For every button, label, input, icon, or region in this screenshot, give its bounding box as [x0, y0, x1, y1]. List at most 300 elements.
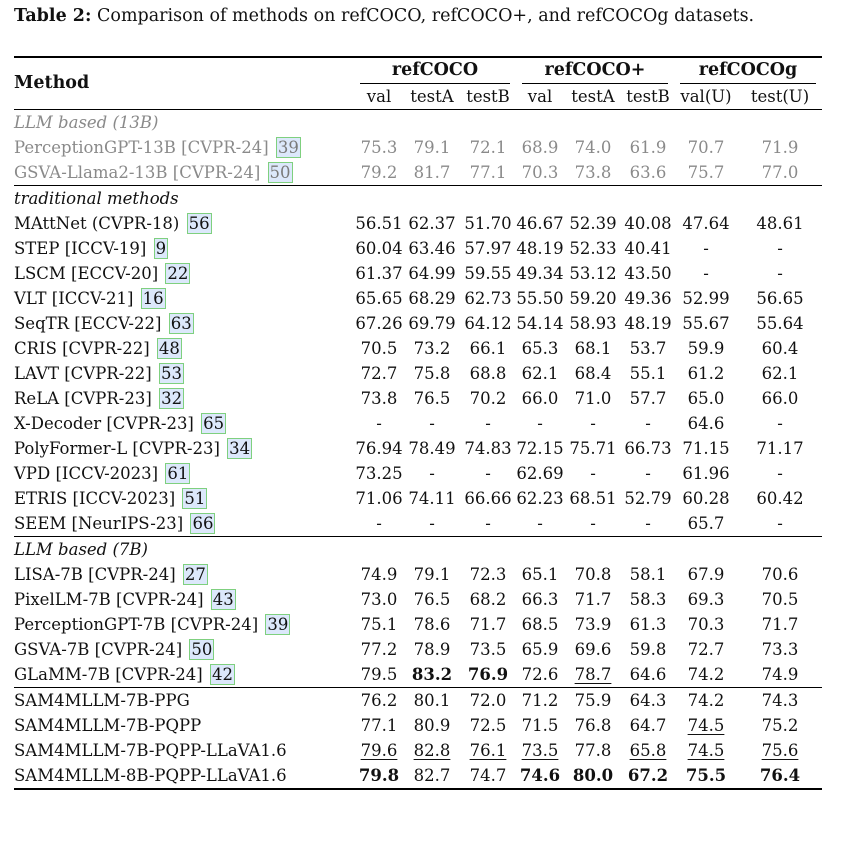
- value-cell: [460, 160, 516, 186]
- method-cell: [14, 562, 354, 587]
- value-text: 76.8: [574, 716, 612, 735]
- value-text: 75.71: [569, 439, 617, 458]
- value-text: 77.8: [574, 741, 612, 760]
- value-cell: [354, 336, 404, 361]
- value-text: 46.67: [516, 214, 564, 233]
- value-text: 75.3: [360, 138, 398, 157]
- value-text: 73.9: [574, 615, 612, 634]
- value-cell: [460, 486, 516, 511]
- citation-link[interactable]: 42: [211, 665, 233, 684]
- value-text: -: [645, 514, 651, 533]
- value-text: 75.5: [685, 766, 727, 785]
- citation-link[interactable]: 48: [158, 339, 180, 358]
- subcol-header: testB: [626, 87, 670, 106]
- value-text: 55.50: [516, 289, 564, 308]
- value-text: 56.65: [756, 289, 804, 308]
- value-cell: [564, 386, 622, 411]
- citation-link[interactable]: 9: [155, 239, 167, 258]
- value-text: 80.0: [572, 766, 614, 785]
- value-cell: [404, 361, 460, 386]
- value-text: 66.1: [469, 339, 507, 358]
- value-cell: [516, 713, 564, 738]
- value-cell: [674, 386, 738, 411]
- value-cell: [354, 160, 404, 186]
- value-cell: [738, 236, 822, 261]
- value-cell: [354, 662, 404, 688]
- value-text: 74.2: [687, 665, 725, 684]
- value-text: 70.3: [687, 615, 725, 634]
- value-text: -: [645, 464, 651, 483]
- value-text: 67.2: [627, 766, 669, 785]
- value-cell: [738, 286, 822, 311]
- value-cell: [564, 486, 622, 511]
- value-text: 61.2: [687, 364, 725, 383]
- method-name: LAVT [CVPR-22]: [14, 364, 152, 383]
- citation-link[interactable]: 27: [184, 565, 206, 584]
- value-text: 71.7: [574, 590, 612, 609]
- citation-link[interactable]: 56: [188, 214, 210, 233]
- value-cell: [460, 763, 516, 789]
- citation-link[interactable]: 66: [192, 514, 214, 533]
- value-text: 55.1: [629, 364, 667, 383]
- value-cell: [564, 211, 622, 236]
- value-cell: [404, 261, 460, 286]
- value-cell: [460, 511, 516, 537]
- value-cell: [516, 211, 564, 236]
- value-cell: [516, 386, 564, 411]
- header-row-groups: [14, 58, 822, 84]
- method-name: SAM4MLLM-7B-PPG: [14, 691, 190, 710]
- value-text: 73.5: [521, 741, 559, 760]
- value-cell: [516, 261, 564, 286]
- value-cell: [564, 160, 622, 186]
- value-text: 62.69: [516, 464, 564, 483]
- value-text: 73.0: [360, 590, 398, 609]
- citation-link[interactable]: 50: [191, 640, 213, 659]
- value-text: 60.42: [756, 489, 804, 508]
- value-cell: [404, 336, 460, 361]
- value-cell: [564, 135, 622, 160]
- value-cell: [674, 461, 738, 486]
- value-text: 78.49: [408, 439, 456, 458]
- method-cell: [14, 713, 354, 738]
- value-text: 60.28: [682, 489, 730, 508]
- value-cell: [564, 688, 622, 713]
- value-cell: [674, 486, 738, 511]
- value-text: 66.3: [521, 590, 559, 609]
- value-text: 72.7: [687, 640, 725, 659]
- method-cell: [14, 612, 354, 637]
- value-text: 73.5: [469, 640, 507, 659]
- value-cell: [516, 236, 564, 261]
- value-cell: [674, 562, 738, 587]
- value-text: 62.1: [521, 364, 559, 383]
- value-text: 62.37: [408, 214, 456, 233]
- value-text: 53.12: [569, 264, 617, 283]
- value-cell: [404, 738, 460, 763]
- value-text: 79.1: [413, 565, 451, 584]
- value-text: 82.7: [413, 766, 451, 785]
- value-text: -: [537, 514, 543, 533]
- value-text: 74.83: [464, 439, 512, 458]
- citation-link[interactable]: 53: [160, 364, 182, 383]
- value-cell: [622, 763, 674, 789]
- value-text: -: [429, 514, 435, 533]
- citation-link[interactable]: 61: [167, 464, 189, 483]
- method-name: GLaMM-7B [CVPR-24]: [14, 665, 203, 684]
- value-text: 65.8: [629, 741, 667, 760]
- value-text: 73.8: [360, 389, 398, 408]
- value-text: 76.1: [469, 741, 507, 760]
- value-text: 77.1: [469, 163, 507, 182]
- value-text: 79.6: [360, 741, 398, 760]
- citation-link[interactable]: 34: [229, 439, 251, 458]
- method-cell: [14, 688, 354, 713]
- value-cell: [460, 688, 516, 713]
- value-cell: [460, 436, 516, 461]
- citation-link[interactable]: 51: [184, 489, 206, 508]
- value-cell: [674, 436, 738, 461]
- value-cell: [460, 361, 516, 386]
- value-cell: [622, 211, 674, 236]
- method-name: PolyFormer-L [CVPR-23]: [14, 439, 220, 458]
- value-text: 79.2: [360, 163, 398, 182]
- value-cell: [622, 411, 674, 436]
- value-cell: [674, 211, 738, 236]
- value-cell: [354, 236, 404, 261]
- value-cell: [674, 311, 738, 336]
- method-cell: [14, 361, 354, 386]
- value-cell: [738, 135, 822, 160]
- value-cell: [516, 688, 564, 713]
- value-cell: [564, 361, 622, 386]
- value-cell: [622, 461, 674, 486]
- section-title-row: [14, 186, 822, 211]
- value-cell: [516, 562, 564, 587]
- value-text: 71.9: [761, 138, 799, 157]
- value-cell: [460, 236, 516, 261]
- value-cell: [622, 236, 674, 261]
- value-cell: [404, 688, 460, 713]
- value-cell: [674, 688, 738, 713]
- table-row: [14, 688, 822, 713]
- value-cell: [516, 160, 564, 186]
- value-text: 65.7: [687, 514, 725, 533]
- table-row: [14, 587, 822, 612]
- value-text: 76.9: [467, 665, 509, 684]
- value-text: 71.0: [574, 389, 612, 408]
- table-row: [14, 386, 822, 411]
- value-text: 57.7: [629, 389, 667, 408]
- value-cell: [674, 662, 738, 688]
- value-text: 74.5: [687, 741, 725, 760]
- value-cell: [674, 411, 738, 436]
- value-text: 80.9: [413, 716, 451, 735]
- value-text: 62.1: [761, 364, 799, 383]
- value-text: -: [590, 464, 596, 483]
- value-cell: [516, 486, 564, 511]
- value-cell: [354, 637, 404, 662]
- method-cell: [14, 486, 354, 511]
- method-name: SAM4MLLM-7B-PQPP: [14, 716, 202, 735]
- value-text: 66.66: [464, 489, 512, 508]
- value-text: 70.5: [761, 590, 799, 609]
- group-header-refcoco: refCOCO: [354, 58, 516, 84]
- method-name: ReLA [CVPR-23]: [14, 389, 152, 408]
- table-row: [14, 562, 822, 587]
- method-name: LSCM [ECCV-20]: [14, 264, 159, 283]
- value-cell: [622, 160, 674, 186]
- value-cell: [674, 713, 738, 738]
- value-cell: [354, 486, 404, 511]
- table-row: [14, 336, 822, 361]
- value-cell: [354, 411, 404, 436]
- value-cell: [460, 562, 516, 587]
- value-cell: [404, 211, 460, 236]
- method-cell: [14, 211, 354, 236]
- value-cell: [460, 135, 516, 160]
- method-name: SAM4MLLM-7B-PQPP-LLaVA1.6: [14, 741, 287, 760]
- value-cell: [516, 511, 564, 537]
- value-text: 74.11: [408, 489, 456, 508]
- value-cell: [460, 261, 516, 286]
- citation-link[interactable]: 22: [167, 264, 189, 283]
- value-cell: [516, 286, 564, 311]
- citation-link[interactable]: 63: [170, 314, 192, 333]
- method-name: PixelLM-7B [CVPR-24]: [14, 590, 204, 609]
- value-text: 60.04: [355, 239, 403, 258]
- value-text: 74.2: [687, 691, 725, 710]
- method-cell: [14, 511, 354, 537]
- value-cell: [354, 562, 404, 587]
- value-cell: [674, 286, 738, 311]
- value-text: 55.64: [756, 314, 804, 333]
- value-text: 71.17: [756, 439, 804, 458]
- citation-link[interactable]: 43: [212, 590, 234, 609]
- value-text: 69.6: [574, 640, 612, 659]
- method-cell: [14, 461, 354, 486]
- value-cell: [622, 386, 674, 411]
- value-text: -: [485, 464, 491, 483]
- value-cell: [460, 637, 516, 662]
- value-text: 68.8: [469, 364, 507, 383]
- value-cell: [622, 562, 674, 587]
- value-cell: [516, 311, 564, 336]
- value-text: 72.7: [360, 364, 398, 383]
- value-cell: [674, 637, 738, 662]
- value-text: -: [590, 514, 596, 533]
- value-text: 54.14: [516, 314, 564, 333]
- citation-link[interactable]: 16: [142, 289, 164, 308]
- value-text: 68.5: [521, 615, 559, 634]
- value-text: 58.1: [629, 565, 667, 584]
- value-text: 65.1: [521, 565, 559, 584]
- value-text: -: [376, 414, 382, 433]
- value-text: 65.3: [521, 339, 559, 358]
- value-cell: [738, 713, 822, 738]
- value-cell: [564, 763, 622, 789]
- value-text: 72.3: [469, 565, 507, 584]
- value-text: 70.8: [574, 565, 612, 584]
- table-row: [14, 662, 822, 688]
- value-cell: [622, 135, 674, 160]
- value-cell: [460, 311, 516, 336]
- value-text: -: [485, 414, 491, 433]
- value-text: 72.0: [469, 691, 507, 710]
- method-name: GSVA-Llama2-13B [CVPR-24]: [14, 163, 261, 182]
- value-cell: [674, 612, 738, 637]
- value-cell: [738, 436, 822, 461]
- value-text: 52.99: [682, 289, 730, 308]
- value-text: 52.79: [624, 489, 672, 508]
- value-text: 81.7: [413, 163, 451, 182]
- value-cell: [516, 411, 564, 436]
- table-row: [14, 361, 822, 386]
- value-cell: [622, 286, 674, 311]
- value-text: 76.5: [413, 590, 451, 609]
- value-text: 64.3: [629, 691, 667, 710]
- value-text: 62.73: [464, 289, 512, 308]
- value-cell: [460, 286, 516, 311]
- value-cell: [564, 637, 622, 662]
- value-cell: [622, 587, 674, 612]
- value-cell: [738, 511, 822, 537]
- value-cell: [738, 486, 822, 511]
- value-cell: [622, 436, 674, 461]
- method-cell: [14, 286, 354, 311]
- method-name: VLT [ICCV-21]: [14, 289, 134, 308]
- value-cell: [404, 562, 460, 587]
- value-cell: [460, 612, 516, 637]
- value-text: 71.06: [355, 489, 403, 508]
- value-cell: [738, 211, 822, 236]
- table-row: [14, 135, 822, 160]
- value-cell: [404, 461, 460, 486]
- value-text: 58.3: [629, 590, 667, 609]
- value-text: -: [429, 414, 435, 433]
- value-cell: [516, 436, 564, 461]
- value-text: 76.2: [360, 691, 398, 710]
- method-cell: [14, 160, 354, 186]
- value-cell: [738, 160, 822, 186]
- value-cell: [738, 411, 822, 436]
- value-cell: [516, 662, 564, 688]
- value-cell: [354, 361, 404, 386]
- value-cell: [354, 587, 404, 612]
- citation-link[interactable]: 65: [203, 414, 225, 433]
- value-text: -: [777, 239, 783, 258]
- table-row: [14, 261, 822, 286]
- method-name: LISA-7B [CVPR-24]: [14, 565, 176, 584]
- value-text: 52.33: [569, 239, 617, 258]
- value-text: 61.37: [355, 264, 403, 283]
- value-text: 74.0: [574, 138, 612, 157]
- value-cell: [516, 612, 564, 637]
- subcol-header: test(U): [750, 87, 810, 106]
- value-text: 58.93: [569, 314, 617, 333]
- value-cell: [354, 461, 404, 486]
- value-cell: [674, 738, 738, 763]
- subcol-header: testB: [466, 87, 510, 106]
- method-name: GSVA-7B [CVPR-24]: [14, 640, 183, 659]
- value-text: 75.9: [574, 691, 612, 710]
- value-text: 71.2: [521, 691, 559, 710]
- table-row: [14, 637, 822, 662]
- value-cell: [460, 386, 516, 411]
- value-text: 53.7: [629, 339, 667, 358]
- value-text: 66.73: [624, 439, 672, 458]
- value-cell: [674, 587, 738, 612]
- method-header: Method: [14, 73, 90, 93]
- table-caption: [14, 4, 844, 28]
- value-text: 62.23: [516, 489, 564, 508]
- citation-link[interactable]: 50: [269, 163, 291, 182]
- value-text: 82.8: [413, 741, 451, 760]
- value-cell: [674, 160, 738, 186]
- citation-link[interactable]: 39: [277, 138, 299, 157]
- value-text: 55.67: [682, 314, 730, 333]
- value-text: 65.65: [355, 289, 403, 308]
- group-header-refcocog: refCOCOg: [674, 58, 822, 84]
- value-text: 70.7: [687, 138, 725, 157]
- value-cell: [674, 336, 738, 361]
- value-text: 48.61: [756, 214, 804, 233]
- value-text: 76.4: [759, 766, 801, 785]
- table-body: [14, 57, 822, 790]
- method-name: MAttNet (CVPR-18): [14, 214, 180, 233]
- value-text: 60.4: [761, 339, 799, 358]
- value-text: 71.7: [469, 615, 507, 634]
- value-cell: [404, 662, 460, 688]
- value-text: 63.46: [408, 239, 456, 258]
- value-text: 65.0: [687, 389, 725, 408]
- subcol-header: val: [527, 87, 553, 106]
- value-text: 83.2: [411, 665, 453, 684]
- value-text: 75.7: [687, 163, 725, 182]
- value-cell: [460, 662, 516, 688]
- value-text: 75.8: [413, 364, 451, 383]
- value-text: -: [429, 464, 435, 483]
- value-text: 47.64: [682, 214, 730, 233]
- table-row: [14, 738, 822, 763]
- citation-link[interactable]: 39: [267, 615, 289, 634]
- value-cell: [354, 688, 404, 713]
- value-text: 72.6: [521, 665, 559, 684]
- value-text: 52.39: [569, 214, 617, 233]
- value-cell: [564, 261, 622, 286]
- method-cell: [14, 662, 354, 688]
- value-cell: [564, 713, 622, 738]
- method-name: SEEM [NeurIPS-23]: [14, 514, 184, 533]
- value-text: 71.7: [761, 615, 799, 634]
- value-cell: [674, 361, 738, 386]
- value-cell: [354, 511, 404, 537]
- citation-link[interactable]: 32: [161, 389, 183, 408]
- value-text: -: [376, 514, 382, 533]
- value-cell: [564, 436, 622, 461]
- value-cell: [738, 461, 822, 486]
- table-row: [14, 486, 822, 511]
- value-text: 72.5: [469, 716, 507, 735]
- value-cell: [622, 261, 674, 286]
- method-name: CRIS [CVPR-22]: [14, 339, 150, 358]
- value-text: 40.41: [624, 239, 672, 258]
- value-cell: [738, 688, 822, 713]
- value-cell: [564, 662, 622, 688]
- value-text: 73.2: [413, 339, 451, 358]
- value-cell: [564, 587, 622, 612]
- value-cell: [622, 637, 674, 662]
